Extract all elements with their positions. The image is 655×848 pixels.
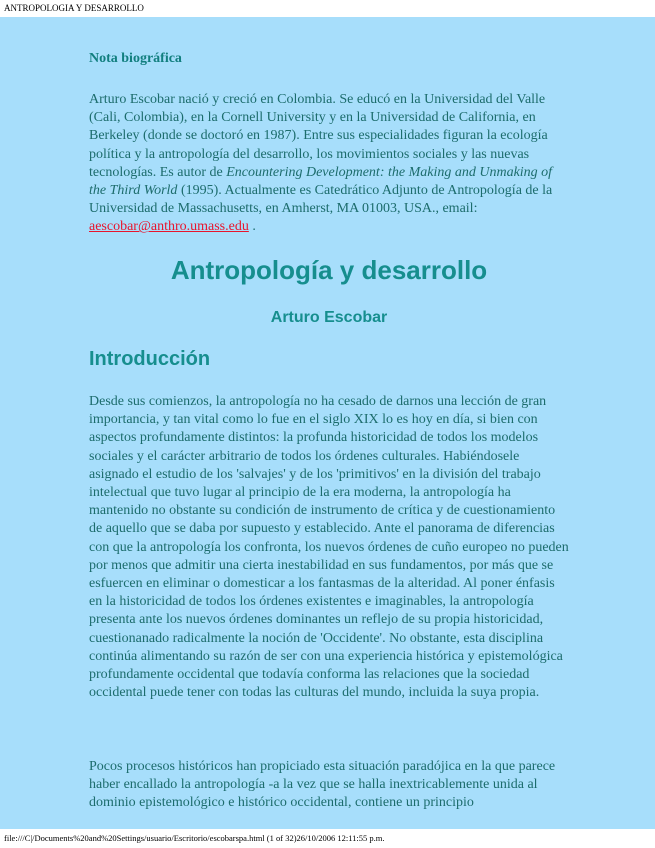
article-author: Arturo Escobar [270, 309, 388, 326]
pdf-running-header [0, 0, 655, 17]
bio-text-b: (1995). Actualmente es Catedrático Adjunto de Antropología de la Universidad de Massachusetts, en Amherst, MA 01003, USA., email: [89, 183, 553, 217]
book-title: Encountering Development: the Making and Unmaking of the Third World [89, 164, 553, 199]
file-path-info: file:///C|/Documents%20and%20Settings/usuario/Escritorio/escobarspa.html (1 of 32)26/10/2006 12:11:55 p.m. [4, 833, 385, 843]
intro-paragraph-1: Desde sus comienzos, la antropología no ha cesado de darnos una lección de gran importancia, y tan vital como lo fue en el siglo XIX lo es hoy en día, si bien con aspectos profundamente distintos: la profunda historicidad de todos los modelos sociales y el carácter arbitrario de todos los órdenes culturales. Habiéndosele asignado el estudio de los 'salvajes' y de los 'primitivos' en la división del trabajo intelectual que tuvo lugar al principio de la era moderna, la antropología ha mantenido no obstante su condición de instrumento de crítica y de cuestionamiento de aquello que se daba por supuesto y establecido. Ante el panorama de diferencias con que la antropología los confronta, los nuevos órdenes de cuño europeo no pueden por menos que admitir una cierta inestabilidad en sus fundamentos, por más que se esfuercen en eliminar o domesticar a los fantasmas de la alteridad. Al poner énfasis en la historicidad de todos los órdenes existentes e imaginables, la antropología presenta ante los nuevos órdenes dominantes un reflejo de su propia historicidad, cuestionanado radicalmente la noción de 'Occidente'. No obstante, esta disciplina continúa alimentando su razón de ser con una experiencia histórica y epistemológica profundamente occidental que todavía conforma las relaciones que la sociedad occidental puede tener con todas las culturas del mundo, incluida la suya propia. [89, 394, 569, 701]
section-heading-introduccion: Introducción [89, 348, 211, 370]
bio-paragraph [89, 91, 569, 237]
pdf-footer [0, 829, 655, 848]
email-link[interactable]: aescobar@anthro.umass.edu [89, 219, 249, 235]
article-title: Antropología y desarrollo [170, 255, 488, 285]
running-title: ANTROPOLOGIA Y DESARROLLO [4, 3, 144, 13]
bio-heading: Nota biográfica [89, 51, 182, 66]
page-content-area [0, 17, 655, 829]
intro-paragraph-2: Pocos procesos históricos han propiciado esta situación paradójica en la que parece haber encallado la antropología -a la vez que se halla inextricablemente unida al dominio epistemológico e histórico occidental, contiene un principio [89, 759, 556, 811]
bio-text-a: Arturo Escobar nació y creció en Colombia. Se educó en la Universidad del Valle (Cali, Colombia), en la Cornell University y en la Universidad de California, en Berkeley (donde se doctoró en 1987). Entre sus especialidades figuran la ecología política y la antropología del desarrollo, los movimientos sociales y las nuevas tecnologías. Es autor de [89, 92, 548, 180]
bio-text-c: . [248, 219, 256, 235]
